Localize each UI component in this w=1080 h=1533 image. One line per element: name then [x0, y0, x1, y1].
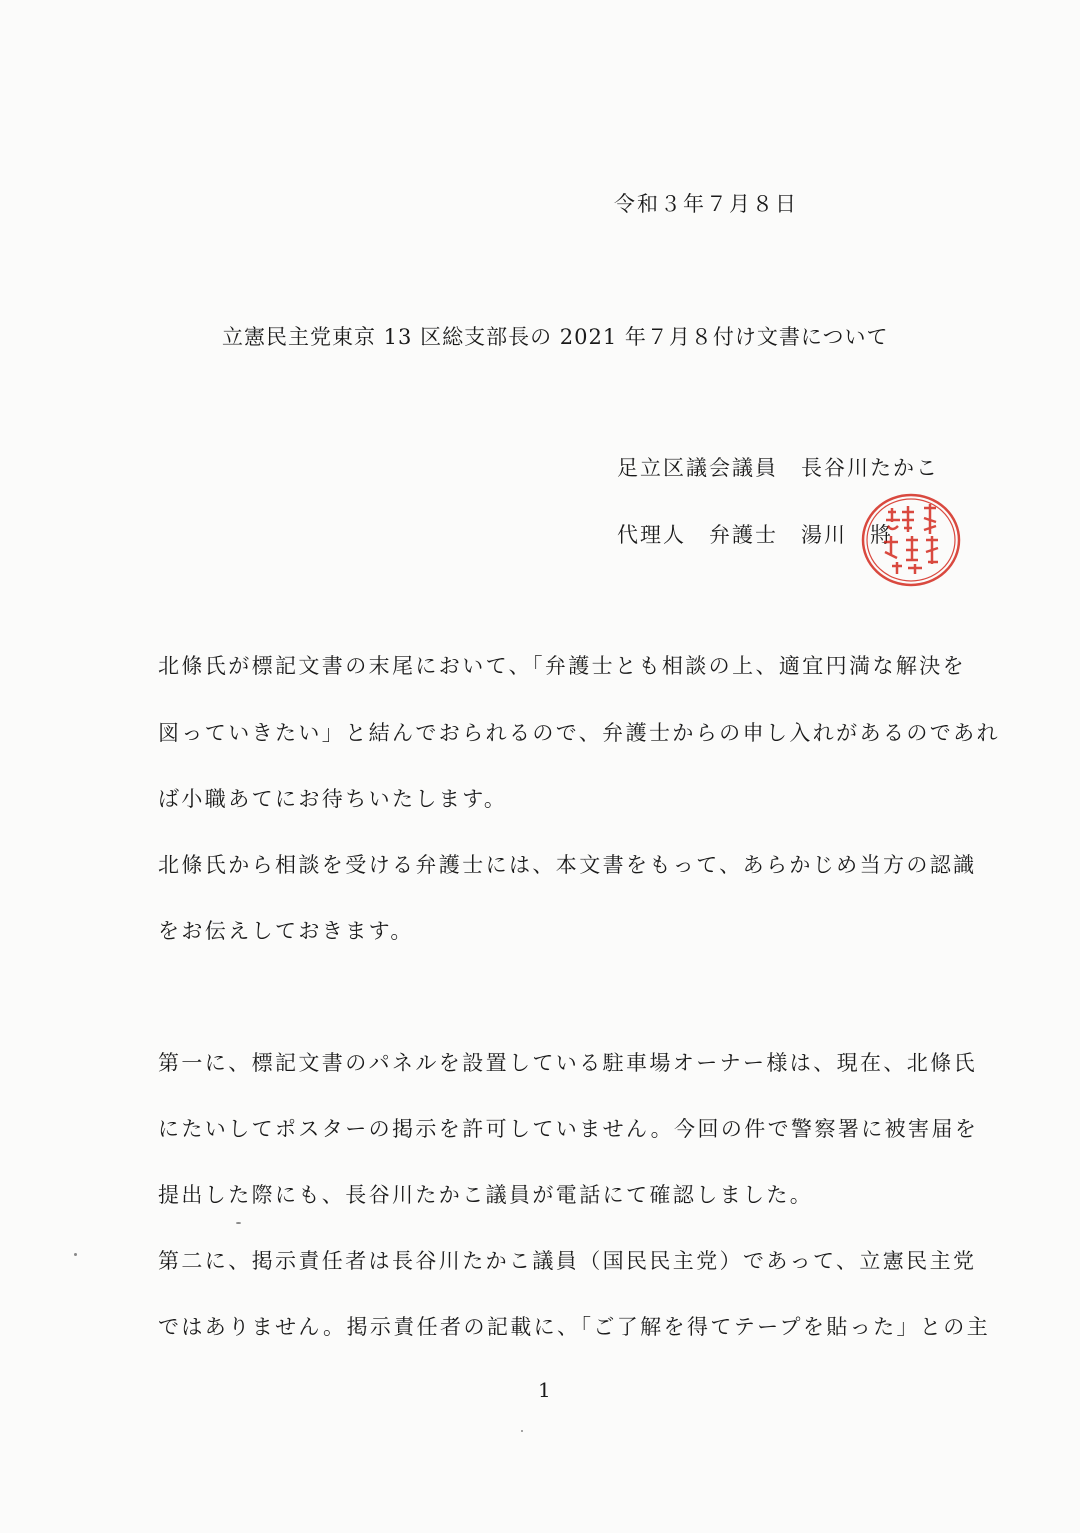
scan-speck: [521, 1430, 523, 1432]
paragraph-line: をお伝えしておきます。: [158, 919, 414, 943]
paragraph-line: 図っていきたい」と結んでおられるので、弁護士からの申し入れがあるのであれ: [158, 721, 1000, 745]
paragraph-line: 提出した際にも、長谷川たかこ議員が電話にて確認しました。: [158, 1183, 814, 1207]
author-line-2: 代理人 弁護士 湯川 將: [617, 523, 893, 547]
paragraph-line: ではありません。掲示責任者の記載に、「ご了解を得てテープを貼った」との主: [158, 1315, 991, 1339]
paragraph-line: 第二に、掲示責任者は長谷川たかこ議員（国民民主党）であって、立憲民主党: [158, 1249, 977, 1273]
paragraph-line: 北條氏から相談を受ける弁護士には、本文書をもって、あらかじめ当方の認識: [158, 853, 977, 877]
paragraph-line: にたいしてポスターの掲示を許可していません。今回の件で警察署に被害届を: [158, 1117, 979, 1141]
attorney-seal-stamp: [858, 490, 964, 590]
page-number: 1: [538, 1378, 551, 1402]
scan-speck: [74, 1253, 77, 1256]
author-line-1: 足立区議会議員 長谷川たかこ: [617, 456, 939, 480]
document-date: 令和３年７月８日: [614, 192, 798, 216]
scan-speck: [236, 1222, 241, 1224]
document-title: 立憲民主党東京 13 区総支部長の 2021 年７月８付け文書について: [222, 325, 889, 349]
paragraph-line: 第一に、標記文書のパネルを設置している駐車場オーナー様は、現在、北條氏: [158, 1051, 977, 1075]
paragraph-line: ば小職あてにお待ちいたします。: [158, 787, 508, 811]
paragraph-line: 北條氏が標記文書の末尾において、「弁護士とも相談の上、適宜円満な解決を: [158, 654, 967, 678]
